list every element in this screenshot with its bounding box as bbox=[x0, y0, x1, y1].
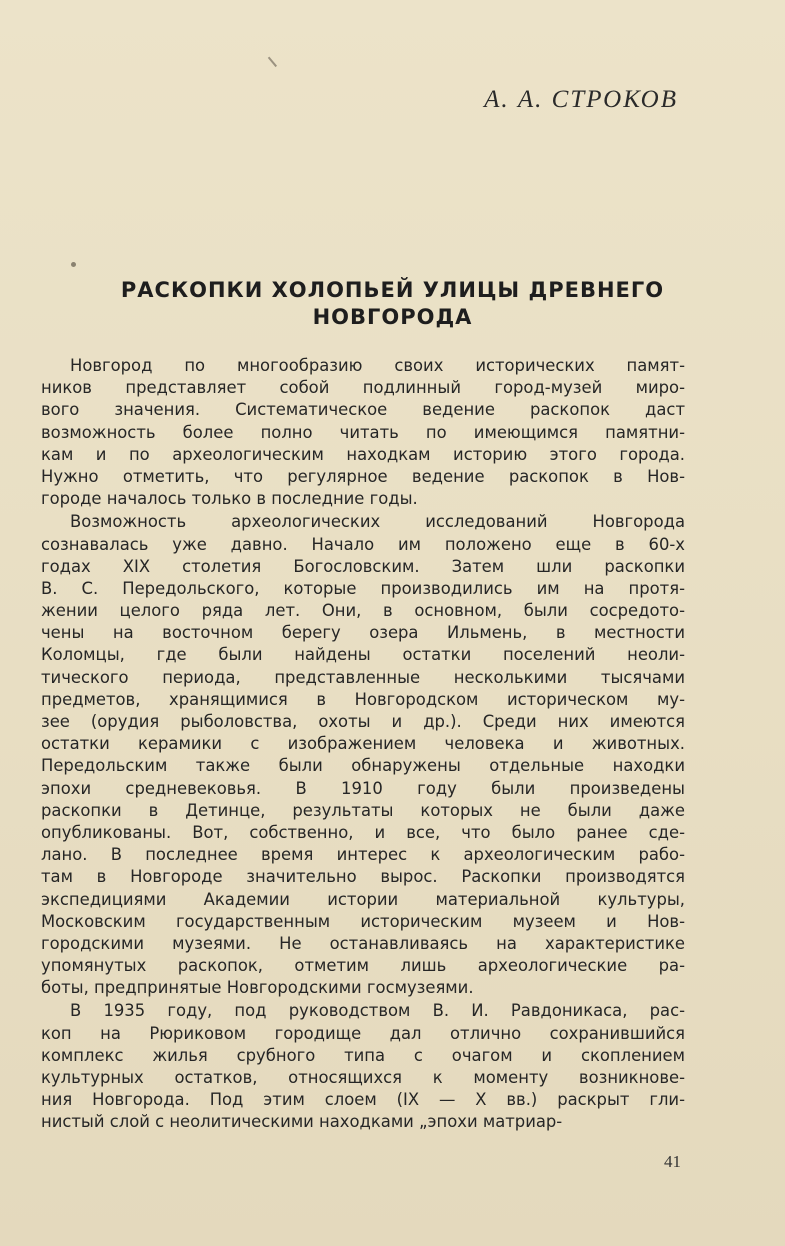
text-line: Московским государственным историческим музеем и Нов- bbox=[41, 911, 685, 931]
text-line: годах XIX столетия Богословским. Затем шли раскопки bbox=[41, 556, 685, 576]
text-line: нистый слой с неолитическими находками „эпохи матриар- bbox=[41, 1112, 563, 1132]
paragraph bbox=[41, 511, 685, 999]
text-line: зее (орудия рыболовства, охоты и др.). Среди них имеются bbox=[41, 712, 685, 731]
text-line: там в Новгороде значительно вырос. Раскопки производятся bbox=[41, 867, 685, 887]
text-line: лано. В последнее время интерес к археологическим рабо- bbox=[41, 845, 685, 865]
text-line: жении целого ряда лет. Они, в основном, были сосредото- bbox=[41, 601, 685, 621]
text-line: городе началось только в последние годы. bbox=[41, 489, 418, 509]
text-line: остатки керамики с изображением человека и животных. bbox=[41, 734, 685, 754]
text-line: сознавалась уже давно. Начало им положено еще в 60-х bbox=[41, 534, 685, 554]
title-line-1: РАСКОПКИ ХОЛОПЬЕЙ УЛИЦЫ ДРЕВНЕГО bbox=[120, 278, 665, 302]
author-name: А. А. СТРОКОВ bbox=[484, 86, 678, 113]
text-line: Нужно отметить, что регулярное ведение раскопок в Нов- bbox=[41, 466, 685, 486]
text-line: Новгород по многообразию своих исторических памят- bbox=[70, 356, 685, 375]
text-line: коп на Рюриковом городище дал отлично сохранившийся bbox=[41, 1023, 685, 1043]
text-line: возможность более полно читать по имеющимся памятни- bbox=[41, 422, 685, 442]
text-line: ния Новгорода. Под этим слоем (IX — X вв.) раскрыт гли- bbox=[41, 1090, 685, 1110]
text-line: тического периода, представленные несколькими тысячами bbox=[41, 667, 685, 687]
text-line: боты, предпринятые Новгородскими госмузеями. bbox=[41, 978, 474, 998]
text-line: эпохи средневековья. В 1910 году были произведены bbox=[41, 778, 685, 798]
text-line: В 1935 году, под руководством В. И. Равдоникаса, рас- bbox=[70, 1001, 685, 1021]
article-title bbox=[60, 277, 725, 331]
text-line: опубликованы. Вот, собственно, и все, что было ранее сде- bbox=[41, 822, 685, 842]
text-line: Передольским также были обнаружены отдельные находки bbox=[41, 756, 685, 776]
print-speck bbox=[71, 262, 76, 267]
paragraph bbox=[41, 1000, 685, 1133]
text-line: кам и по археологическим находкам историю этого города. bbox=[41, 444, 685, 464]
text-line: культурных остатков, относящихся к моменту возникнове- bbox=[41, 1068, 685, 1087]
text-line: В. С. Передольского, которые производились им на протя- bbox=[41, 578, 685, 598]
paragraph bbox=[41, 355, 685, 510]
text-line: вого значения. Систематическое ведение раскопок даст bbox=[41, 400, 685, 420]
stray-mark bbox=[268, 49, 286, 67]
text-line: раскопки в Детинце, результаты которых не были даже bbox=[41, 800, 685, 820]
text-line: ников представляет собой подлинный город-музей миро- bbox=[41, 378, 685, 398]
text-line: городскими музеями. Не останавливаясь на характеристике bbox=[41, 933, 685, 953]
text-line: Возможность археологических исследований Новгорода bbox=[70, 512, 685, 532]
page-number: 41 bbox=[664, 1152, 681, 1171]
text-line: предметов, хранящимися в Новгородском историческом му- bbox=[41, 689, 685, 709]
text-line: Коломцы, где были найдены остатки поселений неоли- bbox=[41, 645, 685, 665]
text-line: комплекс жилья срубного типа с очагом и скоплением bbox=[41, 1045, 685, 1065]
title-line-2: НОВГОРОДА bbox=[312, 305, 473, 329]
article-body bbox=[41, 355, 685, 1135]
text-line: экспедициями Академии истории материальной культуры, bbox=[41, 889, 685, 909]
text-line: чены на восточном берегу озера Ильмень, в местности bbox=[41, 623, 685, 643]
text-line: упомянутых раскопок, отметим лишь археологические ра- bbox=[41, 956, 685, 976]
